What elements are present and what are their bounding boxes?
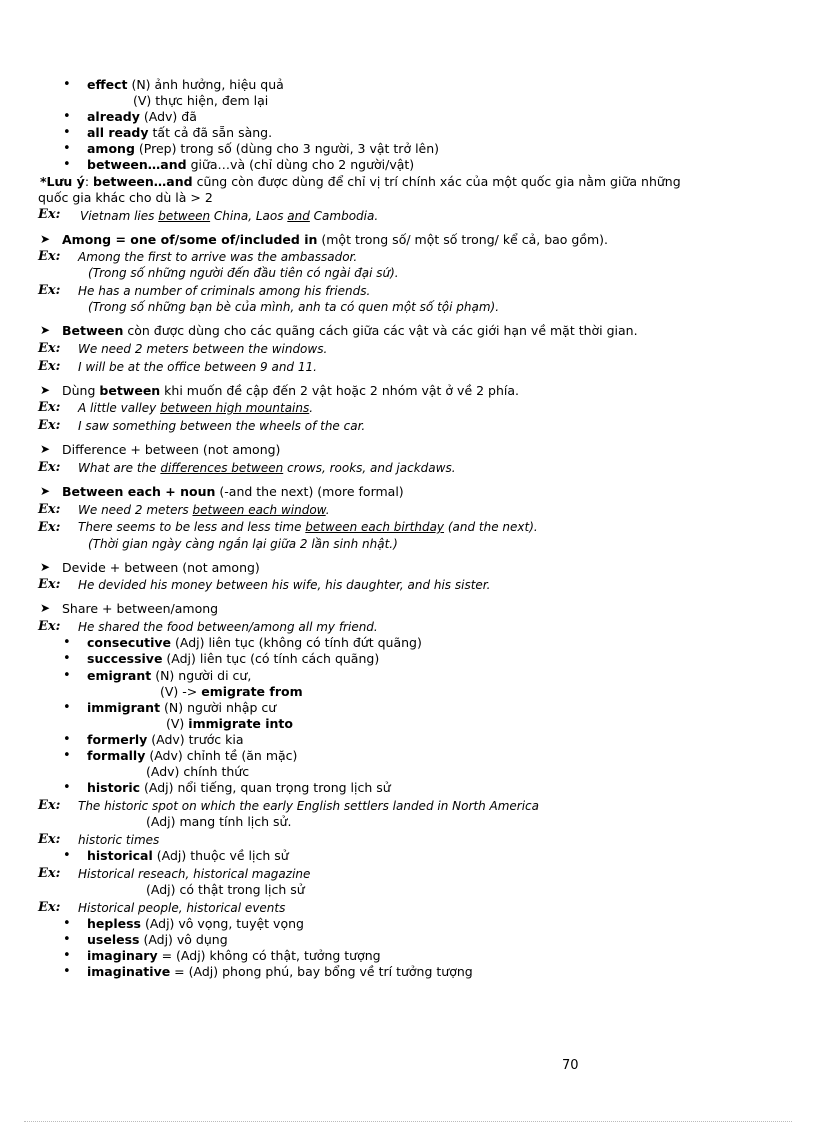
arrow-bullet-icon: ➤: [40, 232, 51, 246]
term: between…and: [87, 157, 187, 172]
example-label: Ex:: [38, 341, 61, 356]
example-text: What are the differences between crows, rooks, and jackdaws.: [78, 461, 456, 475]
example-text: He has a number of criminals among his friends.: [78, 284, 371, 298]
term: all ready: [87, 125, 149, 140]
example-text: Vietnam lies between China, Laos and Cambodia.: [80, 209, 379, 223]
example-label: Ex:: [38, 619, 61, 634]
definition: (Prep) trong số (dùng cho 3 người, 3 vật trở lên): [134, 141, 440, 156]
arrow-bullet-icon: ➤: [40, 383, 51, 397]
section-heading: Devide + between (not among): [62, 560, 260, 575]
definition-line: (Adv) chính thức: [146, 764, 250, 779]
list-item: • imaginary = (Adj) không có thật, tưởng tượng: [87, 948, 381, 964]
example-text: I saw something between the wheels of the car.: [78, 419, 366, 433]
term: between…and: [93, 174, 193, 189]
translation-text: (Trong số những bạn bè của mình, anh ta có quen một số tội phạm).: [88, 300, 500, 314]
example-text: A little valley between high mountains.: [78, 401, 314, 415]
list-item: • hepless (Adj) vô vọng, tuyệt vọng: [87, 916, 304, 932]
arrow-bullet-icon: ➤: [40, 484, 51, 498]
definition: giữa…và (chỉ dùng cho 2 người/vật): [186, 157, 415, 172]
term: already: [87, 109, 140, 124]
arrow-bullet-icon: ➤: [40, 560, 51, 574]
example-label: Ex:: [38, 798, 61, 813]
page-bottom-divider: [24, 1121, 792, 1122]
section-heading: Between each + noun (-and the next) (more formal): [62, 484, 404, 499]
list-item: • formerly (Adv) trước kia: [87, 732, 244, 748]
example-text: There seems to be less and less time between each birthday (and the next).: [78, 520, 538, 534]
list-item: [87, 77, 284, 93]
example-label: Ex:: [38, 283, 61, 298]
page-number: 70: [562, 1058, 579, 1073]
section-heading: Among = one of/some of/included in (một trong số/ một số trong/ kể cả, bao gồm).: [62, 232, 609, 247]
example-label: Ex:: [38, 418, 61, 433]
example-text: The historic spot on which the early English settlers landed in North America: [78, 799, 540, 813]
list-item: [87, 125, 272, 141]
list-item: • useless (Adj) vô dụng: [87, 932, 228, 948]
term: effect: [87, 77, 128, 92]
list-item: • immigrant (N) người nhập cư: [87, 700, 276, 716]
list-item: • emigrant (N) người di cư,: [87, 668, 251, 684]
arrow-bullet-icon: ➤: [40, 323, 51, 337]
translation-text: (Trong số những người đến đầu tiên có ngài đại sứ).: [88, 266, 399, 280]
section-heading: Dùng between khi muốn đề cập đến 2 vật hoặc 2 nhóm vật ở về 2 phía.: [62, 383, 519, 398]
list-item: [87, 157, 414, 173]
example-label: Ex:: [38, 866, 61, 881]
example-text: We need 2 meters between each window.: [78, 503, 330, 517]
arrow-bullet-icon: ➤: [40, 442, 51, 456]
definition-line: (Adj) có thật trong lịch sử: [146, 882, 305, 897]
example-label: Ex:: [38, 207, 61, 222]
example-text: I will be at the office between 9 and 11.: [78, 360, 317, 374]
note-line: *Lưu ý: between…and cũng còn được dùng để chỉ vị trí chính xác của một quốc gia nằm giữa những: [40, 174, 681, 189]
example-text: We need 2 meters between the windows.: [78, 342, 328, 356]
example-label: Ex:: [38, 249, 61, 264]
list-item: • formally (Adv) chỉnh tề (ăn mặc): [87, 748, 297, 764]
section-heading: Share + between/among: [62, 601, 219, 616]
definition-line: (V) thực hiện, đem lại: [133, 93, 269, 108]
example-label: Ex:: [38, 832, 61, 847]
definition-line: (V) -> emigrate from: [160, 684, 303, 699]
definition: (N) ảnh hưởng, hiệu quả: [127, 77, 284, 92]
list-item: [87, 141, 439, 157]
list-item: • imaginative = (Adj) phong phú, bay bổng về trí tưởng tượng: [87, 964, 473, 980]
section-heading: Difference + between (not among): [62, 442, 281, 457]
example-label: Ex:: [38, 359, 61, 374]
list-item: • historic (Adj) nổi tiếng, quan trọng trong lịch sử: [87, 780, 391, 796]
example-text: He devided his money between his wife, his daughter, and his sister.: [78, 578, 491, 592]
note-label: *Lưu ý: [40, 174, 85, 189]
list-item: • historical (Adj) thuộc về lịch sử: [87, 848, 289, 864]
arrow-bullet-icon: ➤: [40, 601, 51, 615]
list-item: • successive (Adj) liên tục (có tính cách quãng): [87, 651, 379, 667]
example-text: Historical people, historical events: [78, 901, 286, 915]
example-label: Ex:: [38, 577, 61, 592]
example-label: Ex:: [38, 900, 61, 915]
list-item: • consecutive (Adj) liên tục (không có tính đứt quãng): [87, 635, 422, 651]
example-text: Historical reseach, historical magazine: [78, 867, 311, 881]
example-text: historic times: [78, 833, 160, 847]
term: among: [87, 141, 135, 156]
definition: tất cả đã sẵn sàng.: [148, 125, 273, 140]
section-heading: Between còn được dùng cho các quãng cách giữa các vật và các giới hạn về mặt thời gian.: [62, 323, 638, 338]
example-text: Among the first to arrive was the ambassador.: [78, 250, 358, 264]
note-line: quốc gia khác cho dù là > 2: [38, 190, 213, 205]
definition-line: (Adj) mang tính lịch sử.: [146, 814, 292, 829]
example-label: Ex:: [38, 400, 61, 415]
translation-text: (Thời gian ngày càng ngắn lại giữa 2 lần sinh nhật.): [88, 537, 398, 551]
example-label: Ex:: [38, 460, 61, 475]
definition: (Adv) đã: [139, 109, 197, 124]
example-label: Ex:: [38, 520, 61, 535]
example-text: He shared the food between/among all my friend.: [78, 620, 378, 634]
definition-line: (V) immigrate into: [166, 716, 293, 731]
list-item: [87, 109, 197, 125]
example-label: Ex:: [38, 502, 61, 517]
